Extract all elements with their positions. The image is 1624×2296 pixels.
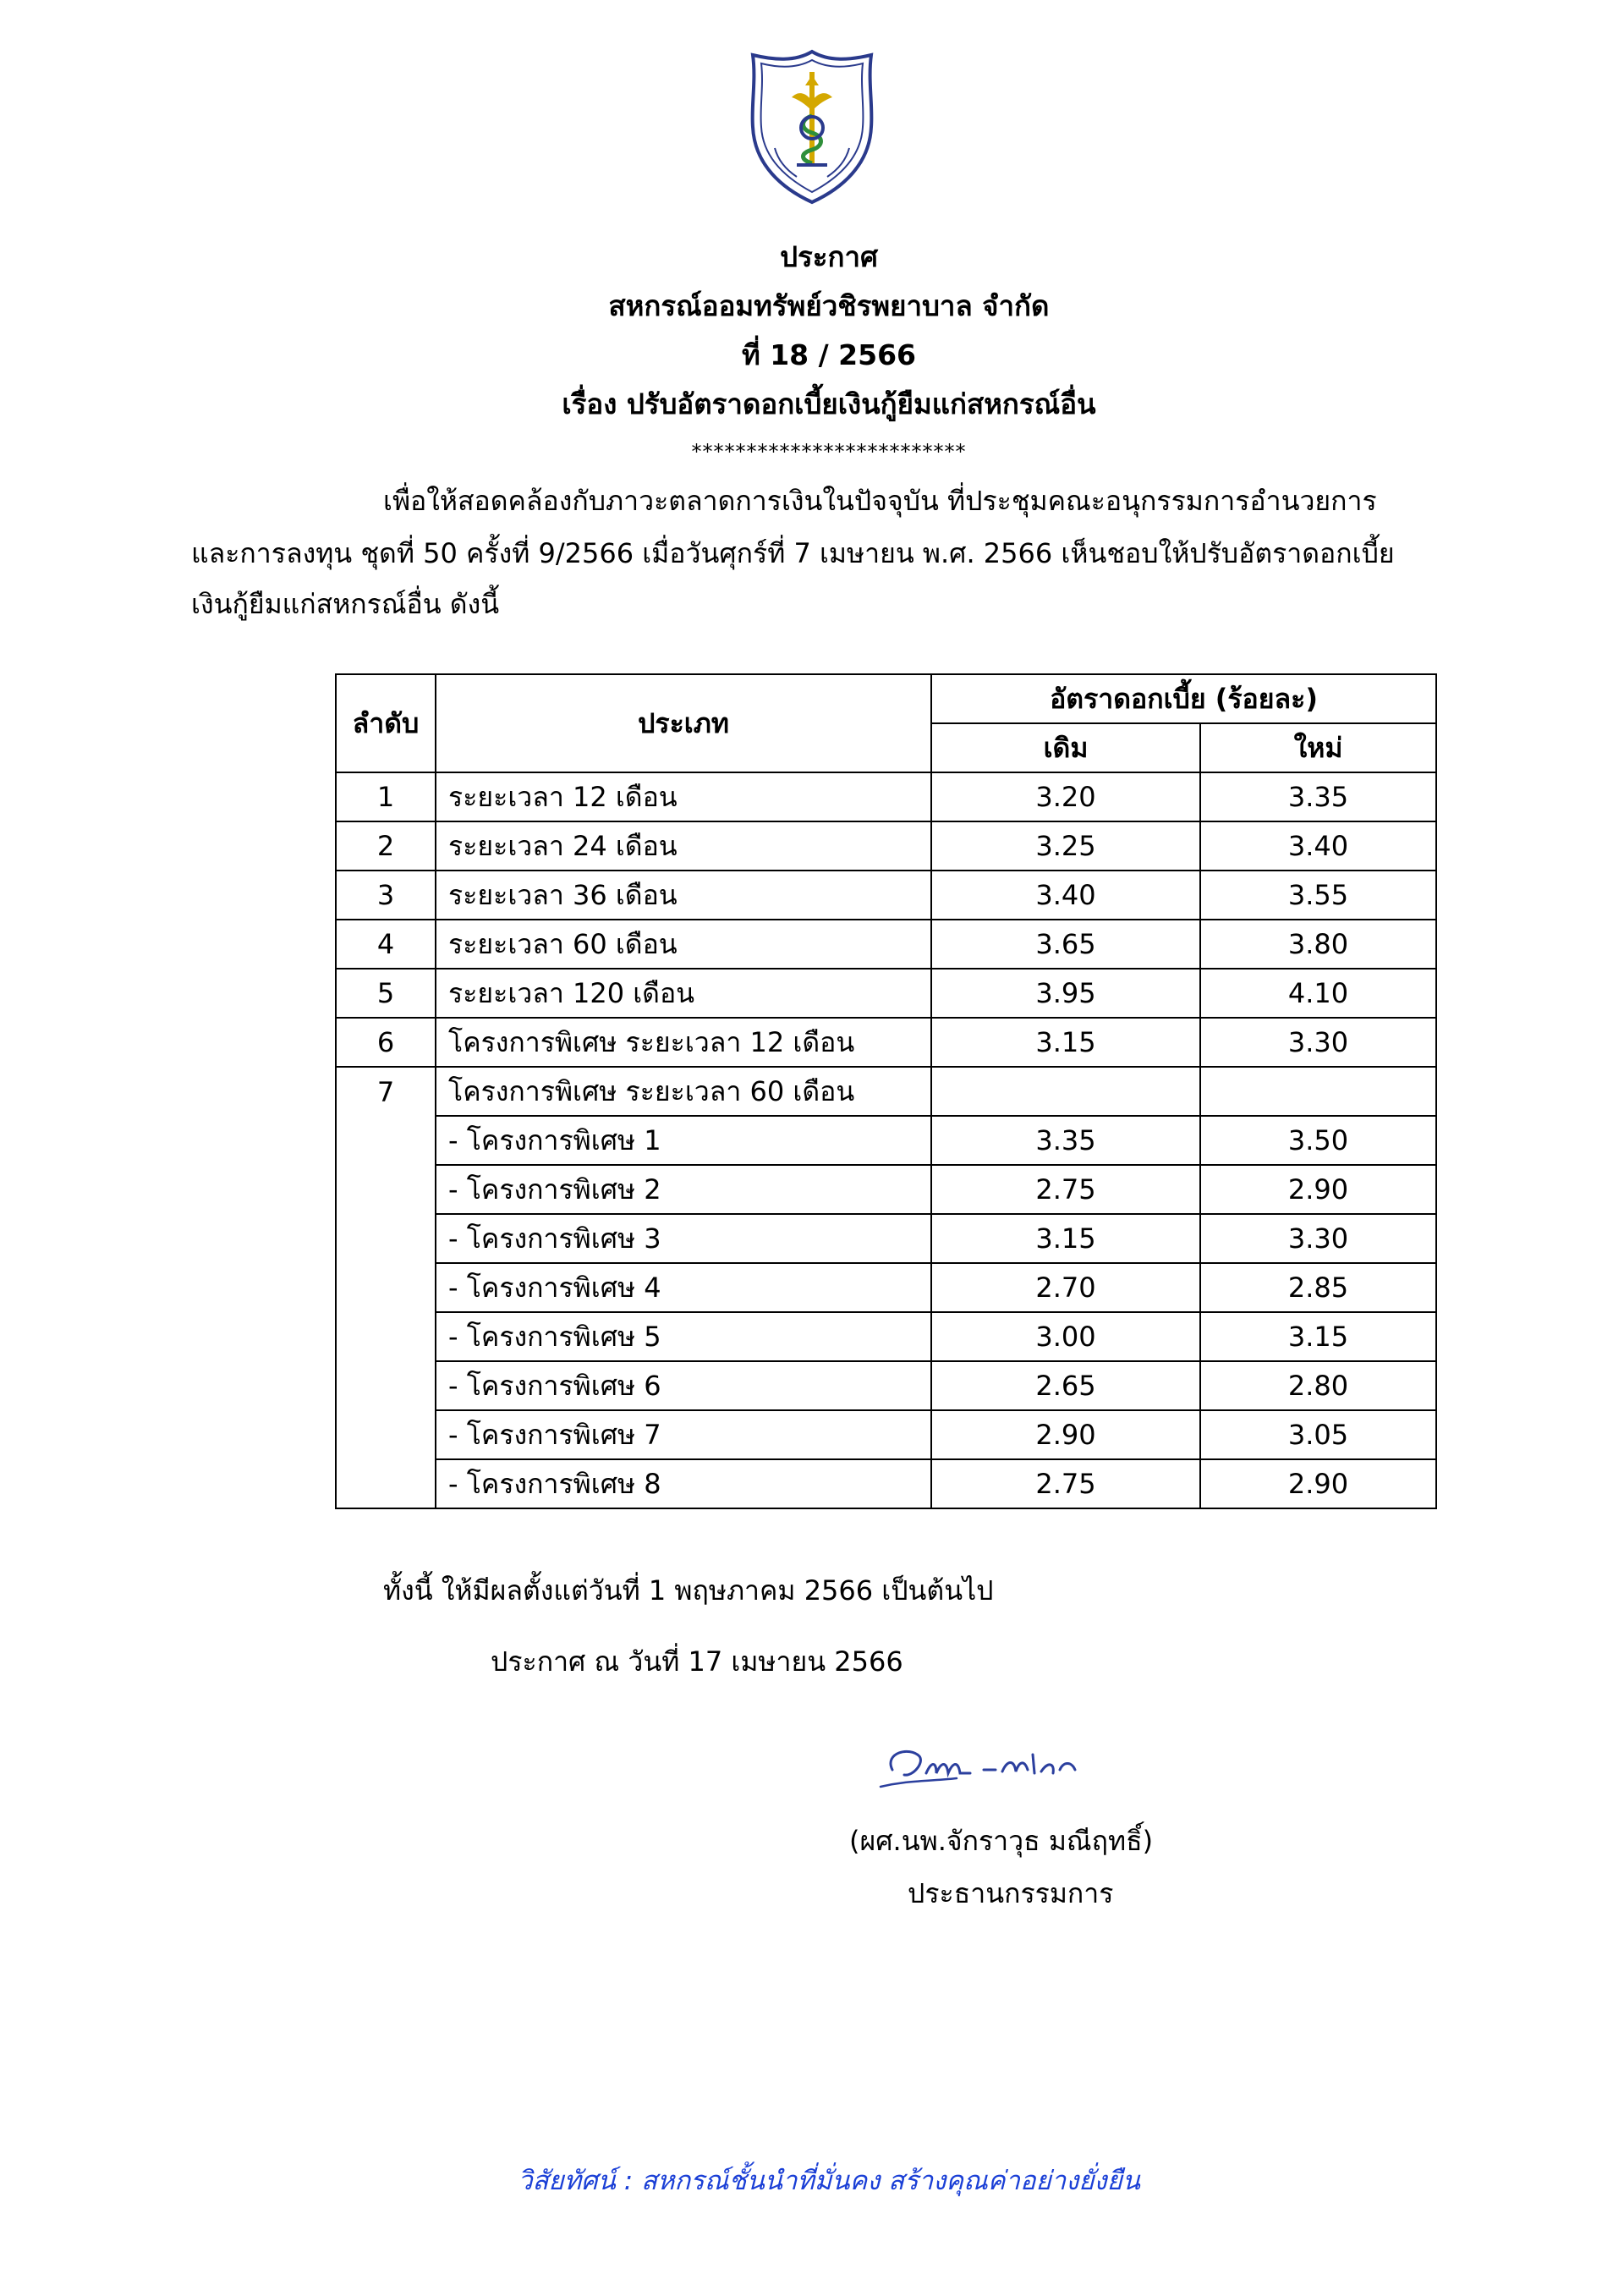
vision-statement: วิสัยทัศน์ : สหกรณ์ชั้นนำที่มั่นคง สร้างคุณค่าอย่างยั่งยืน [518, 2166, 1140, 2196]
header-old-rate: เดิม [931, 723, 1200, 772]
handwritten-signature-icon [875, 1736, 1095, 1795]
organization-name: สหกรณ์ออมทรัพย์วชิรพยาบาล จำกัด [608, 289, 1050, 322]
rate-table-body [336, 772, 1436, 1508]
row-seq: 4 [336, 920, 436, 969]
signer-name: (ผศ.นพ.จักราวุธ มณีฤทธิ์) [849, 1825, 1154, 1857]
row-seq: 6 [336, 1018, 436, 1067]
row-seq [336, 1214, 436, 1263]
row-new-rate: 3.30 [1200, 1214, 1436, 1263]
signer-position: ประธานกรรมการ [908, 1877, 1114, 1909]
body-line-3: เงินกู้ยืมแก่สหกรณ์อื่น ดังนี้ [191, 588, 500, 620]
row-new-rate: 3.80 [1200, 920, 1436, 969]
table-row [336, 1459, 1436, 1508]
row-type: ระยะเวลา 36 เดือน [436, 871, 931, 920]
interest-rate-table [335, 673, 1437, 1509]
row-new-rate: 3.30 [1200, 1018, 1436, 1067]
row-type: - โครงการพิเศษ 2 [436, 1165, 931, 1214]
row-seq [336, 1459, 436, 1508]
row-old-rate: 2.70 [931, 1263, 1200, 1312]
notice-subject: เรื่อง ปรับอัตราดอกเบี้ยเงินกู้ยืมแก่สหกรณ์อื่น [562, 387, 1096, 420]
table-row [336, 1263, 1436, 1312]
row-new-rate: 3.55 [1200, 871, 1436, 920]
row-seq [336, 1410, 436, 1459]
row-new-rate: 3.15 [1200, 1312, 1436, 1361]
row-old-rate [931, 1067, 1200, 1116]
row-seq [336, 1165, 436, 1214]
header-rate-group: อัตราดอกเบี้ย (ร้อยละ) [931, 674, 1436, 723]
table-row [336, 1067, 1436, 1116]
row-seq [336, 1361, 436, 1410]
row-seq: 7 [336, 1067, 436, 1116]
row-seq: 2 [336, 821, 436, 871]
row-old-rate: 3.65 [931, 920, 1200, 969]
row-seq: 3 [336, 871, 436, 920]
row-new-rate: 3.40 [1200, 821, 1436, 871]
row-old-rate: 3.35 [931, 1116, 1200, 1165]
row-new-rate: 2.90 [1200, 1459, 1436, 1508]
row-new-rate: 3.35 [1200, 772, 1436, 821]
row-old-rate: 2.65 [931, 1361, 1200, 1410]
notice-number: ที่ 18 / 2566 [741, 338, 917, 371]
row-old-rate: 2.90 [931, 1410, 1200, 1459]
row-type: - โครงการพิเศษ 6 [436, 1361, 931, 1410]
row-type: ระยะเวลา 120 เดือน [436, 969, 931, 1018]
table-row [336, 920, 1436, 969]
row-seq [336, 1116, 436, 1165]
table-row [336, 1214, 1436, 1263]
row-type: โครงการพิเศษ ระยะเวลา 12 เดือน [436, 1018, 931, 1067]
row-type: - โครงการพิเศษ 1 [436, 1116, 931, 1165]
table-row [336, 969, 1436, 1018]
row-old-rate: 3.15 [931, 1214, 1200, 1263]
row-old-rate: 3.95 [931, 969, 1200, 1018]
effective-date-text: ทั้งนี้ ให้มีผลตั้งแต่วันที่ 1 พฤษภาคม 2566 เป็นต้นไป [383, 1574, 994, 1607]
row-seq [336, 1263, 436, 1312]
row-new-rate: 3.50 [1200, 1116, 1436, 1165]
table-row [336, 871, 1436, 920]
row-seq [336, 1312, 436, 1361]
row-new-rate: 2.85 [1200, 1263, 1436, 1312]
row-old-rate: 2.75 [931, 1459, 1200, 1508]
body-line-1: เพื่อให้สอดคล้องกับภาวะตลาดการเงินในปัจจุบัน ที่ประชุมคณะอนุกรรมการอำนวยการ [383, 485, 1377, 517]
row-seq: 5 [336, 969, 436, 1018]
row-old-rate: 3.20 [931, 772, 1200, 821]
row-old-rate: 3.40 [931, 871, 1200, 920]
announcement-date: ประกาศ ณ วันที่ 17 เมษายน 2566 [491, 1645, 903, 1678]
row-new-rate: 2.90 [1200, 1165, 1436, 1214]
header-new-rate: ใหม่ [1200, 723, 1436, 772]
row-type: - โครงการพิเศษ 8 [436, 1459, 931, 1508]
row-type: โครงการพิเศษ ระยะเวลา 60 เดือน [436, 1067, 931, 1116]
row-new-rate: 2.80 [1200, 1361, 1436, 1410]
table-row [336, 821, 1436, 871]
table-row [336, 772, 1436, 821]
row-old-rate: 3.25 [931, 821, 1200, 871]
table-row [336, 1165, 1436, 1214]
table-row [336, 1116, 1436, 1165]
notice-heading: ประกาศ [780, 240, 878, 273]
header-type: ประเภท [436, 674, 931, 772]
row-type: - โครงการพิเศษ 4 [436, 1263, 931, 1312]
row-old-rate: 3.15 [931, 1018, 1200, 1067]
asterisk-divider: ************************* [691, 440, 967, 464]
row-type: ระยะเวลา 60 เดือน [436, 920, 931, 969]
row-new-rate [1200, 1067, 1436, 1116]
row-type: ระยะเวลา 24 เดือน [436, 821, 931, 871]
row-old-rate: 3.00 [931, 1312, 1200, 1361]
row-type: - โครงการพิเศษ 5 [436, 1312, 931, 1361]
table-row [336, 1312, 1436, 1361]
row-new-rate: 3.05 [1200, 1410, 1436, 1459]
cooperative-logo-icon [744, 47, 880, 207]
row-type: ระยะเวลา 12 เดือน [436, 772, 931, 821]
table-row [336, 1410, 1436, 1459]
table-row [336, 1018, 1436, 1067]
row-type: - โครงการพิเศษ 3 [436, 1214, 931, 1263]
row-seq: 1 [336, 772, 436, 821]
body-line-2: และการลงทุน ชุดที่ 50 ครั้งที่ 9/2566 เมื่อวันศุกร์ที่ 7 เมษายน พ.ศ. 2566 เห็นชอบให้ปรับอัตราดอกเบี้ย [191, 537, 1395, 569]
row-old-rate: 2.75 [931, 1165, 1200, 1214]
header-seq: ลำดับ [336, 674, 436, 772]
table-row [336, 1361, 1436, 1410]
row-new-rate: 4.10 [1200, 969, 1436, 1018]
row-type: - โครงการพิเศษ 7 [436, 1410, 931, 1459]
